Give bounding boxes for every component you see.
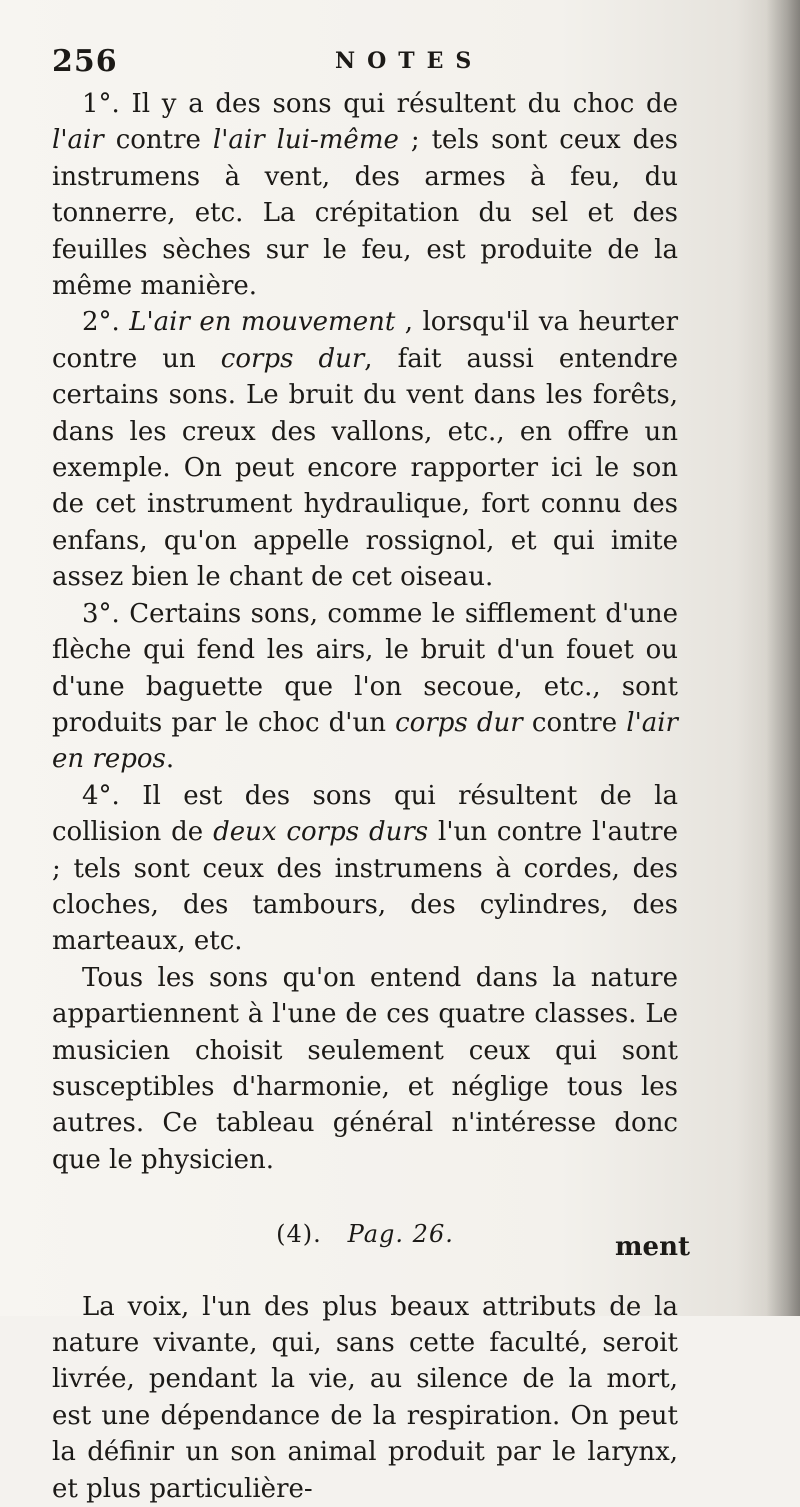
catchword: ment — [615, 1232, 690, 1262]
text-segment: , lorsqu'il va heurter contre un — [52, 307, 678, 374]
paragraph-4 — [52, 778, 678, 960]
italic-segment: L'air en mouvement — [119, 307, 396, 338]
page-edge-shadow — [766, 0, 800, 1316]
italic-segment: l'air — [52, 125, 104, 156]
paragraph-3 — [52, 596, 678, 778]
text-block — [52, 86, 678, 1507]
paragraph-2 — [52, 304, 678, 595]
text-segment: ; tels sont ceux des instrumens à vent, des armes à feu, du tonnerre, etc. La crépitation du sel et des feuilles sèches sur le feu, est produite de la même manière. — [52, 125, 678, 302]
italic-segment: deux corps durs — [213, 817, 429, 848]
paragraph-number: 3°. — [82, 598, 120, 629]
text-segment: l'un contre l'autre ; tels sont ceux des instrumens à cordes, des cloches, des tambours, des cylindres, des marteaux, etc. — [52, 817, 678, 957]
note-heading — [52, 1216, 678, 1252]
italic-segment: l'air lui-même — [212, 125, 399, 156]
paragraph-number: 2°. — [82, 307, 120, 338]
text-segment: Il y a des sons qui résultent du choc de — [119, 89, 678, 119]
text-segment: . — [165, 744, 175, 775]
text-segment: Il est des sons qui résultent de la collision de — [52, 780, 678, 848]
italic-segment: corps dur — [220, 343, 365, 374]
page-number: 256 — [52, 44, 118, 79]
paragraph-number: 4°. — [82, 780, 120, 811]
text-segment: contre — [103, 125, 213, 156]
text-segment: Tous les sons qu'on entend dans la nature appartiennent à l'une de ces quatre classes. Le musicien choisit seulement ceux qui sont susceptibles d'harmonie, et néglige tous les autres. Ce tableau général n'intéresse donc que le physicien. — [52, 962, 678, 1175]
italic-segment: corps dur — [395, 707, 523, 738]
paragraph-5 — [52, 960, 678, 1178]
note-number: (4). — [276, 1220, 322, 1249]
note-page-reference: Pag. 26. — [347, 1220, 454, 1249]
note-paragraph: La voix, l'un des plus beaux attributs de la nature vivante, qui, sans cette faculté, seroit livrée, pendant la vie, au silence de la mort, est une dépendance de la respiration. On peut la définir un son animal produit par le larynx, et plus particulière- — [52, 1291, 678, 1504]
text-segment: Certains sons, comme le sifflement d'une flèche qui fend les airs, le bruit d'un fouet ou d'une baguette que l'on secoue, etc., sont produits par le choc d'un — [52, 598, 678, 738]
text-segment: contre — [522, 707, 627, 738]
page-header — [52, 44, 680, 84]
paragraph-number: 1°. — [82, 89, 120, 119]
running-head: NOTES — [335, 48, 484, 74]
text-segment: , fait aussi entendre certains sons. Le bruit du vent dans les forêts, dans les creux des vallons, etc., en offre un exemple. On peut encore rapporter ici le son de cet instrument hydraulique, fort connu des enfans, qu'on appelle rossignol, et qui imite assez bien le chant de cet oiseau. — [52, 343, 678, 593]
italic-segment: l'air en repos — [52, 707, 678, 775]
paragraph-1 — [52, 86, 678, 304]
